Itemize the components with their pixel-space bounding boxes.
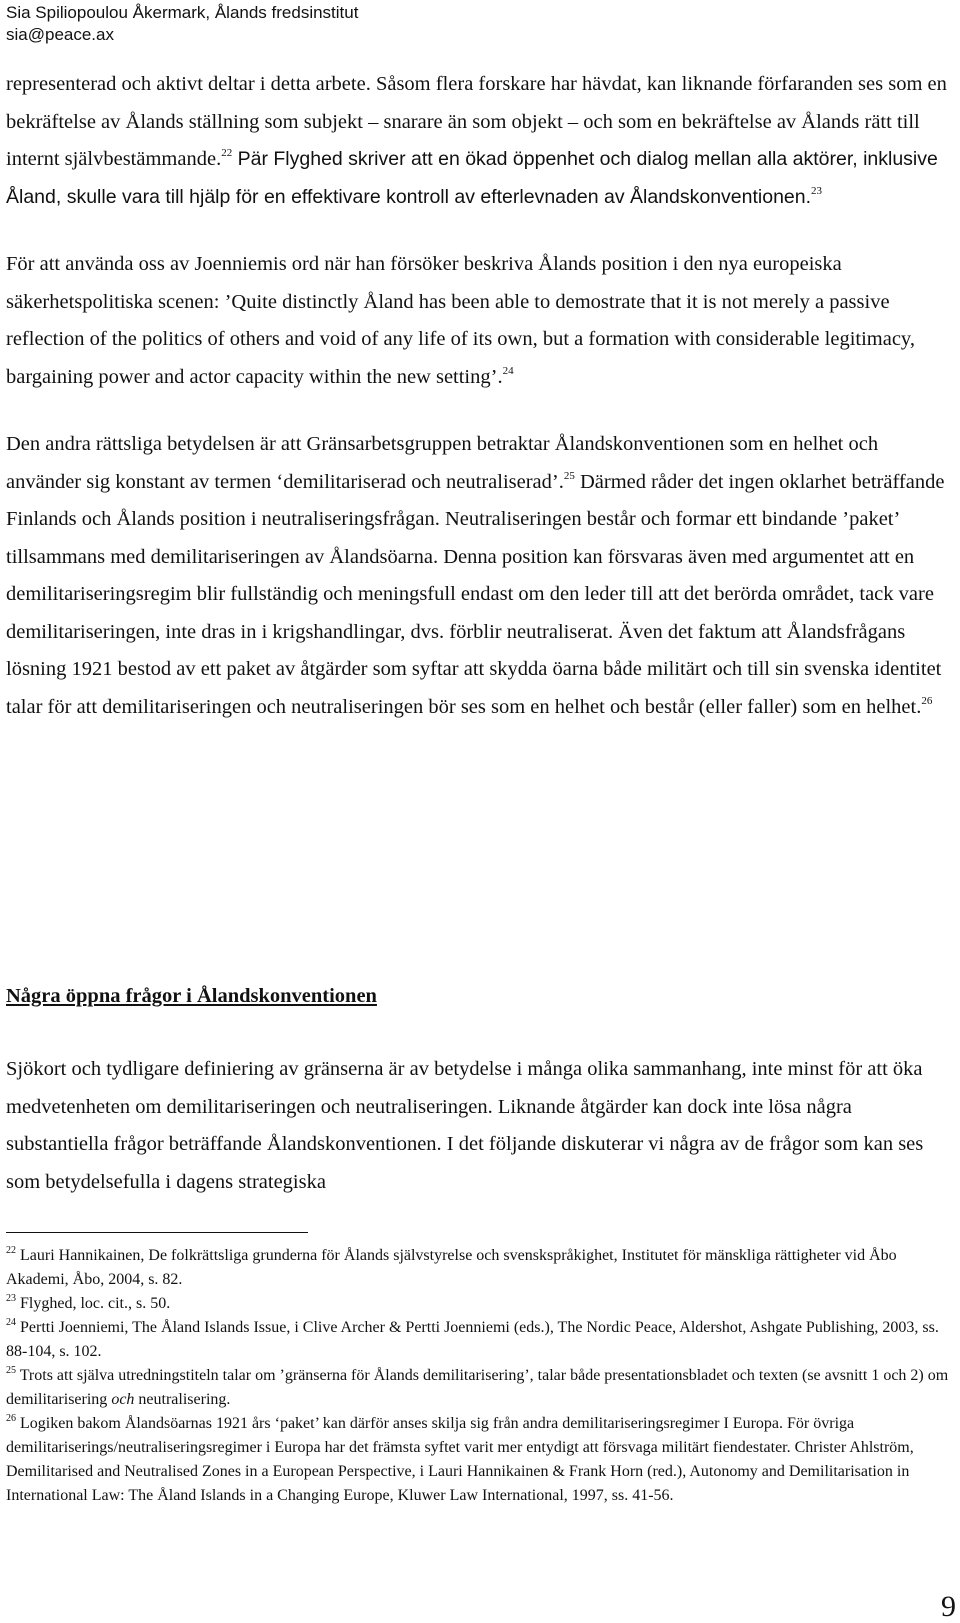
paragraph-1 [6, 66, 954, 216]
body-text [6, 66, 954, 726]
header-author: Sia Spiliopoulou Åkermark, Ålands fredsinstitut [6, 3, 359, 22]
paragraph-2-text: För att använda oss av Joenniemis ord när han försöker beskriva Ålands position i den nya europeiska säkerhetspolitiska scenen: ’Quite distinctly Åland has been able to demostrate that it is not merely a passive reflection of the politics of others and void of any life of its own, but a formation with considerable legitimacy, bargaining power and actor capacity within the new setting’. [6, 253, 915, 388]
footnote-23 [6, 1292, 954, 1316]
footnote-number: 24 [6, 1317, 16, 1328]
footnote-ref-26[interactable]: 26 [921, 694, 933, 707]
footnote-text: Flyghed, loc. cit., s. 50. [16, 1295, 171, 1312]
footnote-text: Logiken bakom Ålandsöarnas 1921 års ‘paket’ kan därför anses skilja sig från andra demilitariseringsregimer I Europa. För övriga demilitariserings/neutraliseringsregimer i Europa har det främsta syftet varit mer entydigt att försvaga militärt fiendestater. Christer Ahlström, Demilitarised and Neutralised Zones in a European Perspective, i Lauri Hannikainen & Frank Horn (red.), Autonomy and Demilitarisation in International Law: The Åland Islands in a Changing Europe, Kluwer Law International, 1997, ss. 41-56. [6, 1415, 914, 1504]
section-paragraph: Sjökort och tydligare definiering av gränserna är av betydelse i många olika sammanhang, inte minst för att öka medvetenheten om demilitariseringen och neutraliseringen. Liknande åtgärder kan dock inte lösa några substantiella frågor beträffande Ålandskonventionen. I det följande diskuterar vi några av de frågor som kan ses som betydelsefulla i dagens strategiska [6, 1058, 924, 1193]
footnotes [6, 1244, 954, 1508]
footnote-text: Lauri Hannikainen, De folkrättsliga grunderna för Ålands självstyrelse och svenskspråkighet, Institutet för mänskliga rättigheter vid Åbo Akademi, Åbo, 2004, s. 82. [6, 1247, 897, 1288]
footnote-number: 25 [6, 1365, 16, 1376]
footnote-number: 22 [6, 1245, 16, 1256]
paragraph-3-text-cont: Därmed råder det ingen oklarhet beträffande Finlands och Ålands position i neutraliseringsfrågan. Neutraliseringen består och formar ett bindande ’paket’ tillsammans med demilitariseringen av Ålandsöarna. Denna position kan försvaras även med argumentet att en demilitariseringsregim blir fullständig och meningsfull endast om den leder till att det berörda området, tack vare demilitariseringen, inte dras in i krigshandlingar, dvs. förblir neutraliserat. Även det faktum att Ålandsfrågans lösning 1921 bestod av ett paket av åtgärder som syftar att skydda öarna både militärt och till sin svenska identitet talar för att demilitariseringen och neutraliseringen bör ses som en helhet och består (eller faller) som en helhet. [6, 470, 945, 718]
footnote-text: Trots att själva utredningstiteln talar om ’gränserna för Ålands demilitarisering’, talar både presentationsbladet och texten (se avsnitt 1 och 2) om demilitarisering [6, 1367, 949, 1408]
footnote-ref-24[interactable]: 24 [502, 364, 514, 377]
footnote-ref-25[interactable]: 25 [563, 469, 575, 482]
footnote-26 [6, 1412, 954, 1508]
footnote-ref-22[interactable]: 22 [221, 147, 233, 159]
paragraph-2 [6, 246, 954, 396]
footnote-emphasis: och [111, 1391, 135, 1408]
header-email: sia@peace.ax [6, 25, 114, 44]
footnote-25 [6, 1364, 954, 1412]
footnote-text-cont: neutralisering. [134, 1391, 231, 1408]
footnote-number: 26 [6, 1413, 16, 1424]
footnote-number: 23 [6, 1293, 16, 1304]
footnote-24 [6, 1316, 954, 1364]
page-header [6, 2, 358, 46]
footnote-text: Pertti Joenniemi, The Åland Islands Issue, i Clive Archer & Pertti Joenniemi (eds.), The Nordic Peace, Aldershot, Ashgate Publishing, 2003, ss. 88-104, s. 102. [6, 1319, 939, 1360]
page-number: 9 [941, 1590, 956, 1623]
footnote-ref-23[interactable]: 23 [811, 184, 823, 197]
footnote-22 [6, 1244, 954, 1292]
footnote-divider [6, 1232, 308, 1233]
paragraph-3-text: Den andra rättsliga betydelsen är att Gränsarbetsgruppen betraktar Ålandskonventionen som en helhet och använder sig konstant av termen ‘demilitariserad och neutraliserad’. [6, 433, 879, 493]
paragraph-3 [6, 426, 954, 726]
paragraph-1-text-cont: Pär Flyghed skriver att en ökad öppenhet och dialog mellan alla aktörer, inklusive Åland, skulle vara till hjälp för en effektivare kontroll av efterlevnaden av Ålandskonventionen. [6, 148, 938, 208]
section-heading: Några öppna frågor i Ålandskonventionen [6, 985, 377, 1007]
paragraph-1-text: representerad och aktivt deltar i detta arbete. Såsom flera forskare har hävdat, kan liknande förfaranden ses som en bekräftelse av Ålands ställning som subjekt – snarare än som objekt – och som en bekräftelse av Ålands rätt till internt självbestämmande. [6, 73, 947, 170]
